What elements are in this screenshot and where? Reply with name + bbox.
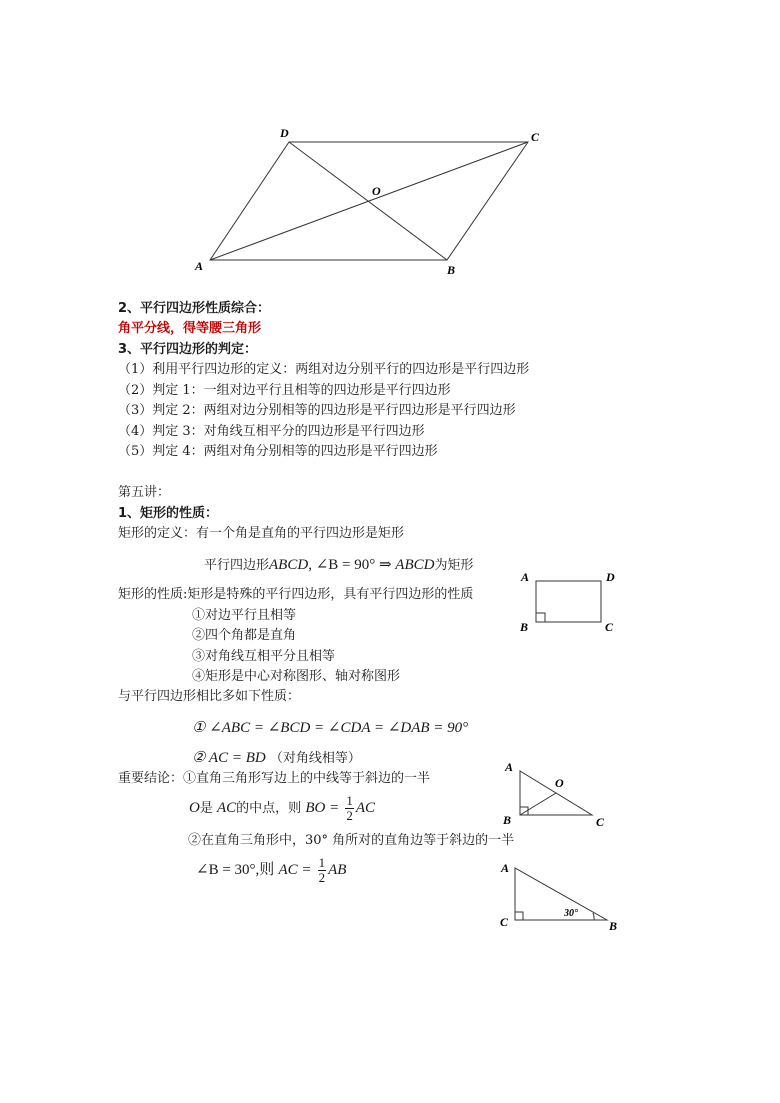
formula-prefix: 平行四边形 xyxy=(204,558,270,573)
tri1-label-c: C xyxy=(596,815,605,829)
formula-suffix: 为矩形 xyxy=(434,558,474,573)
triangle-30-figure xyxy=(497,858,627,936)
c1-is: 是 xyxy=(199,801,213,816)
extra-intro: 与平行四边形相比多如下性质： xyxy=(118,689,301,704)
section3-item-4: （4）判定 3：对角线互相平分的四边形是平行四边形 xyxy=(118,424,425,439)
rect-label-d: D xyxy=(606,570,615,584)
rectangle-definition: 矩形的定义：有一个角是直角的平行四边形是矩形 xyxy=(118,526,405,541)
angle-arc xyxy=(593,913,594,920)
extra2-math: ② AC = BD xyxy=(192,750,266,766)
diagonal-bd xyxy=(289,142,447,260)
c1-mid: 的中点，则 xyxy=(236,801,302,816)
conclusion2-intro: ②在直角三角形中，30° 角所对的直角边等于斜边的一半 xyxy=(188,833,515,848)
parallelogram-figure xyxy=(190,125,550,280)
rectangle-outline xyxy=(536,581,601,622)
rect-label-c: C xyxy=(605,620,614,634)
formula-angle: , ∠B = 90° ⇒ xyxy=(308,557,396,573)
section3-heading: 3、平行四边形的判定： xyxy=(118,342,258,357)
c2-fraction: $\frac{1}{2}$ xyxy=(318,855,326,885)
conclusion-intro: 重要结论：①直角三角形写边上的中线等于斜边的一半 xyxy=(118,771,431,786)
tri1-label-a: A xyxy=(505,760,514,774)
triangle-median-figure xyxy=(500,756,615,831)
extra2-note: （对角线相等） xyxy=(269,751,361,766)
rectangle-figure xyxy=(515,568,625,638)
property-4: ④矩形是中心对称图形、轴对称图形 xyxy=(192,669,401,684)
rect-label-a: A xyxy=(521,570,530,584)
c2-angle: ∠B = 30°,则 xyxy=(196,862,275,878)
label-a: A xyxy=(195,259,204,273)
label-o: O xyxy=(372,184,381,198)
label-b: B xyxy=(447,263,456,277)
extra-property-2 xyxy=(192,749,361,768)
conclusion1 xyxy=(189,794,375,823)
section3-item-2: （2）判定 1：一组对边平行且相等的四边形是平行四边形 xyxy=(118,383,451,398)
tri2-label-angle: 30° xyxy=(564,908,578,919)
c1-ac: AC xyxy=(217,800,237,816)
properties-intro: 矩形的性质:矩形是特殊的平行四边形，具有平行四边形的性质 xyxy=(118,587,474,602)
conclusion2 xyxy=(196,856,346,885)
rectangle-formula xyxy=(204,556,473,575)
label-d: D xyxy=(280,126,289,140)
diagonal-ac xyxy=(210,142,528,260)
lecture5-title: 第五讲： xyxy=(118,485,171,500)
formula-abcd: ABCD xyxy=(269,557,309,573)
section2-highlight: 角平分线，得等腰三角形 xyxy=(118,321,262,336)
tri1-label-b: B xyxy=(503,813,512,827)
right-angle-mark xyxy=(536,613,545,622)
rect-label-b: B xyxy=(520,620,529,634)
c1-fraction: $\frac{1}{2}$ xyxy=(346,793,353,823)
property-1: ①对边平行且相等 xyxy=(192,608,297,623)
lecture5-heading: 1、矩形的性质： xyxy=(118,506,219,521)
c2-ab: AB xyxy=(328,862,347,878)
c1-o: O xyxy=(189,800,200,816)
tri2-label-a: A xyxy=(501,861,510,875)
property-3: ③对角线互相平分且相等 xyxy=(192,649,336,664)
formula-abcd-2: ABCD xyxy=(395,557,435,573)
right-angle-mark xyxy=(515,912,523,920)
c2-ac: AC = xyxy=(278,862,312,878)
c1-bo: BO = xyxy=(305,800,340,816)
c1-ac2: AC xyxy=(355,800,376,816)
triangle-outline xyxy=(515,868,607,920)
section3-item-3: （3）判定 2：两组对边分别相等的四边形是平行四边形是平行四边形 xyxy=(118,403,516,418)
label-c: C xyxy=(531,130,540,144)
median-bo xyxy=(520,793,556,815)
tri1-label-o: O xyxy=(555,776,564,790)
property-2: ②四个角都是直角 xyxy=(192,628,297,643)
extra-property-1: ① ∠ABC = ∠BCD = ∠CDA = ∠DAB = 90° xyxy=(192,720,469,736)
section3-item-1: （1）利用平行四边形的定义：两组对边分别平行的四边形是平行四边形 xyxy=(118,362,530,377)
section3-item-5: （5）判定 4：两组对角分别相等的四边形是平行四边形 xyxy=(118,444,438,459)
section2-heading: 2、平行四边形性质综合： xyxy=(118,301,271,316)
tri2-label-c: C xyxy=(500,915,509,929)
tri2-label-b: B xyxy=(609,919,618,933)
